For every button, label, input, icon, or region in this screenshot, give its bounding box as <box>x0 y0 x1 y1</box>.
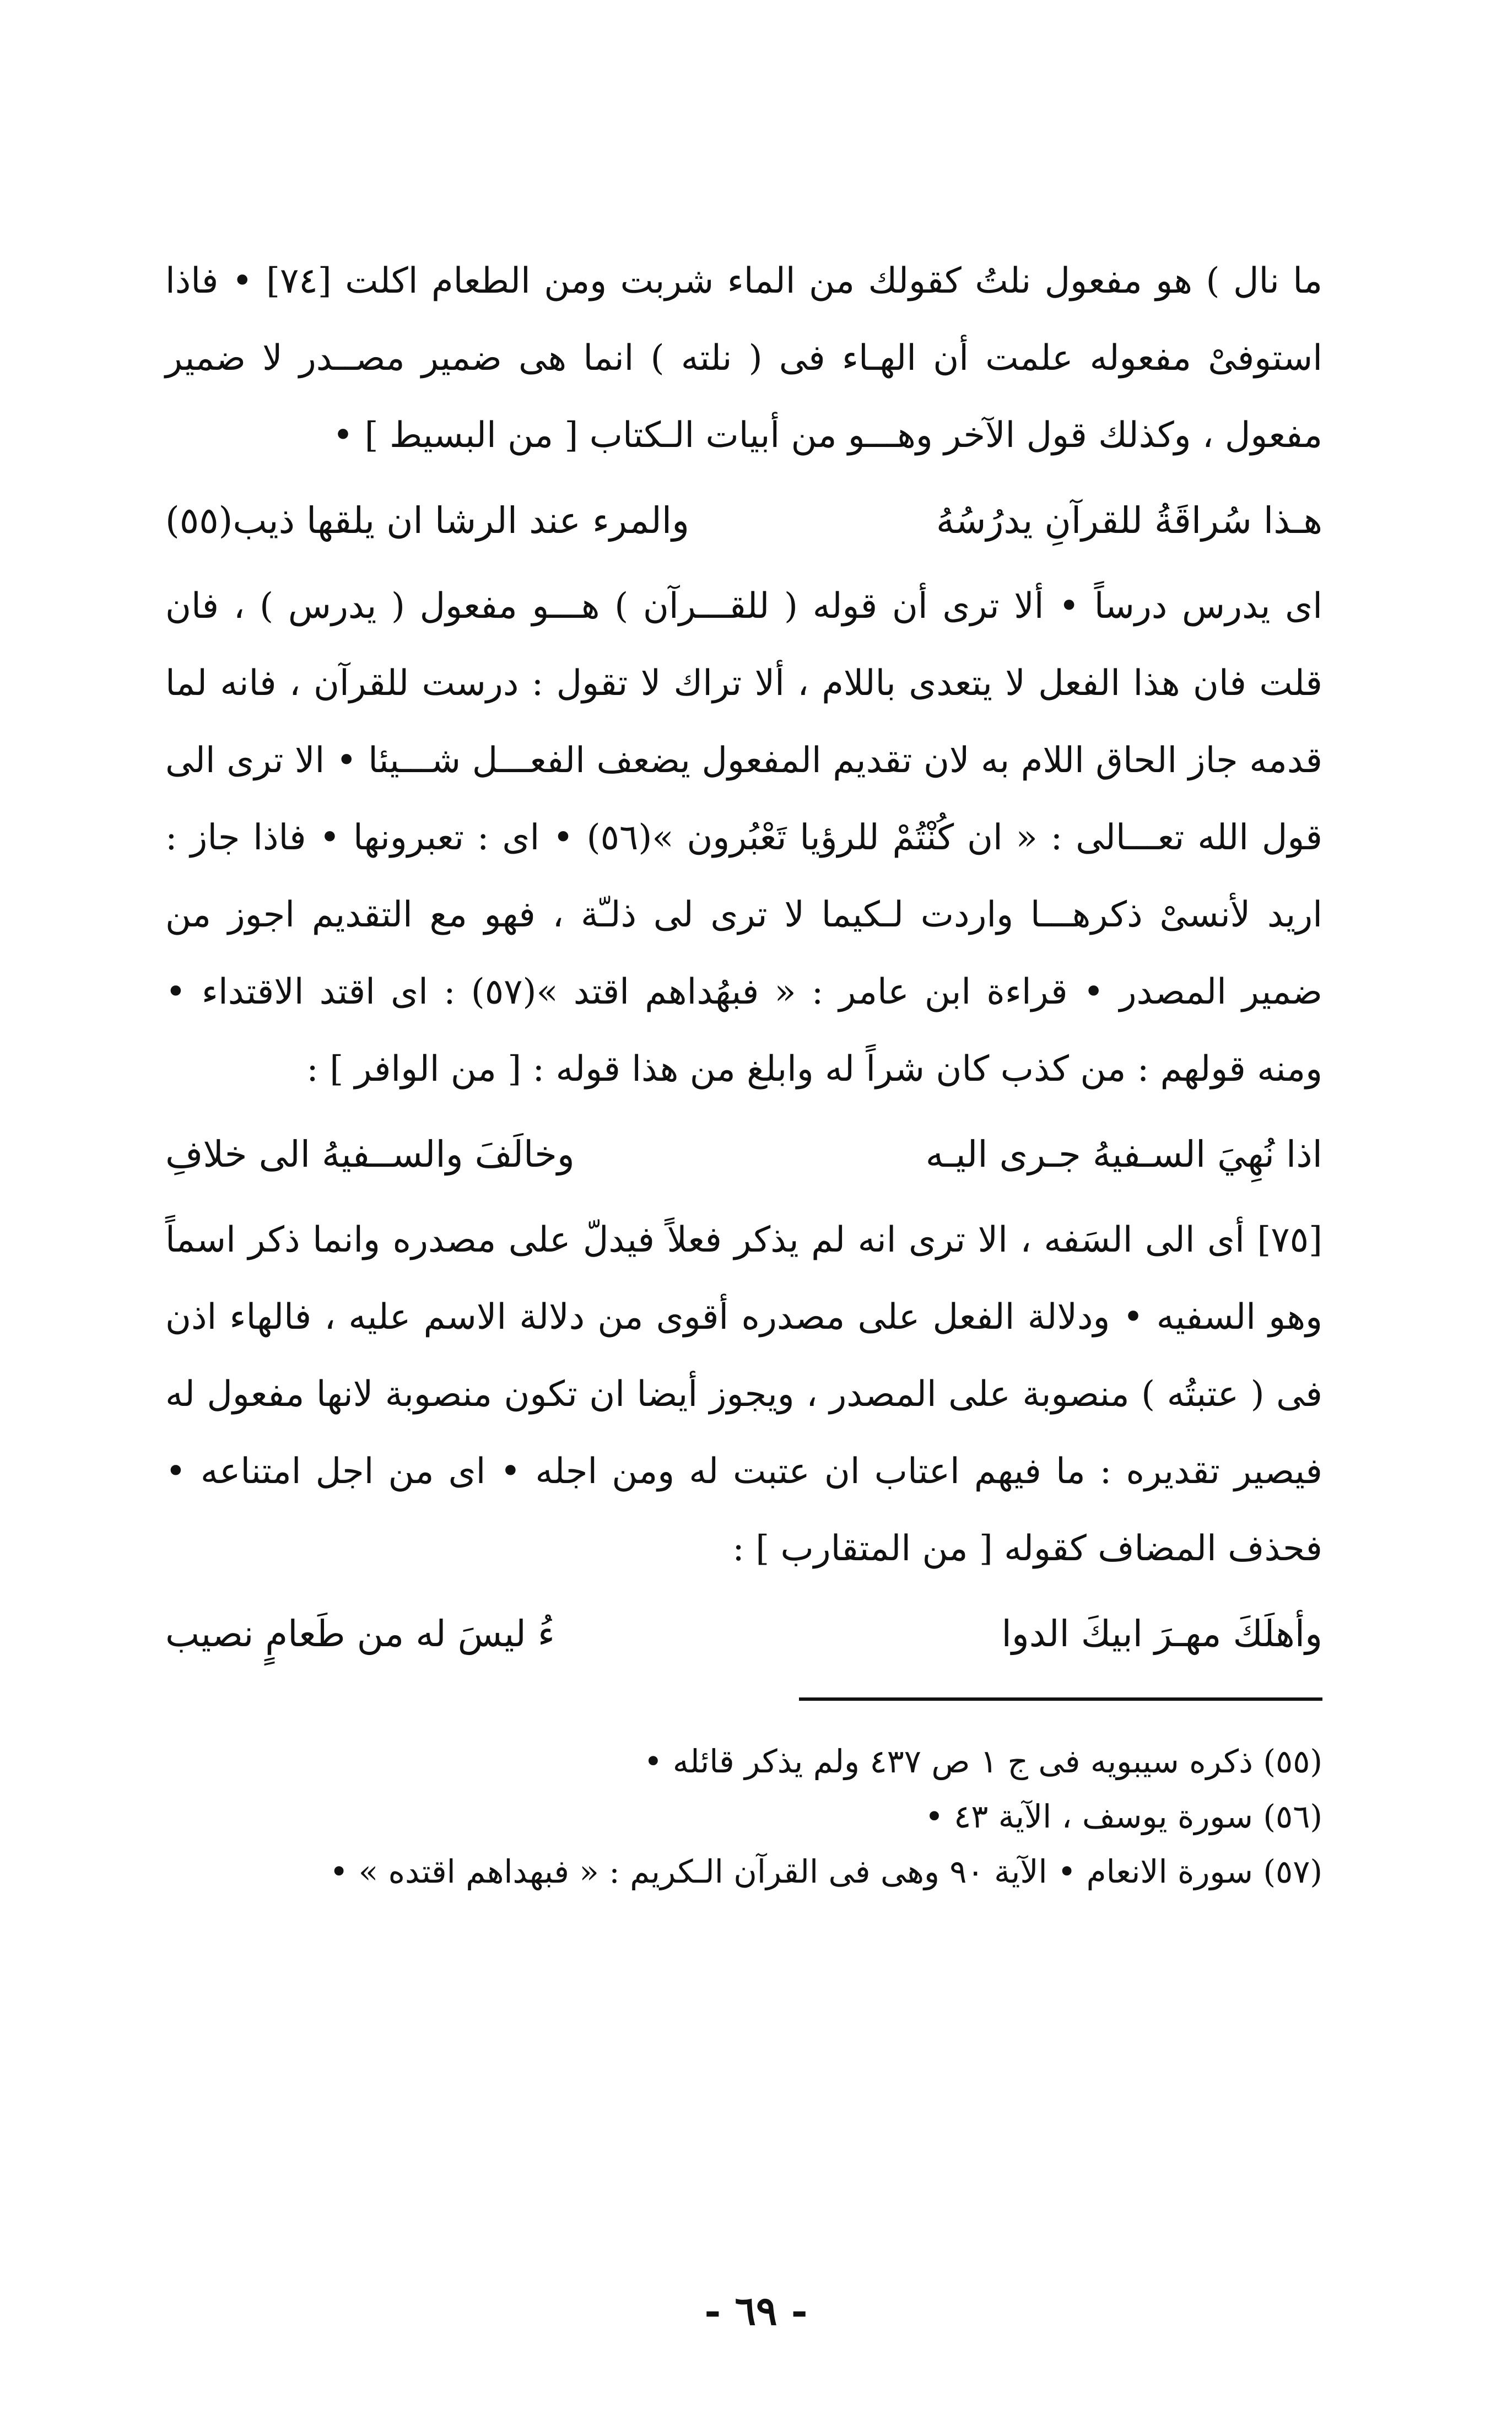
footnote-55: (٥٥) ذكره سيبويه فى ج ١ ص ٤٣٧ ولم يذكر قائله • <box>644 1743 1322 1780</box>
page-body <box>165 242 1322 1899</box>
footnote-56: (٥٦) سورة يوسف ، الآية ٤٣ • <box>925 1798 1322 1835</box>
verse-line-2 <box>165 1113 1322 1196</box>
verse-3-first-hemistich: وأهلَكَ مهـرَ ابيكَ الدوا <box>1001 1613 1322 1655</box>
verse-line-3 <box>165 1593 1322 1675</box>
footnote-57: (٥٧) سورة الانعام • الآية ٩٠ وهى فى القرآن الـكريم : « فبهداهم اقتده » • <box>330 1853 1322 1890</box>
verse-2-first-hemistich: اذا نُهِيَ السـفيهُ جـرى اليـه <box>925 1133 1322 1176</box>
verse-line-1 <box>165 479 1322 562</box>
footnote-separator <box>799 1697 1322 1701</box>
paragraph-2: اى يدرس درساً • ألا ترى أن قوله ( للقـــرآن ) هـــو مفعول ( يدرس ) ، فان قلت فان هذا الفعل لا يتعدى باللام ، ألا تراك لا تقول : درست للقرآن ، فانه لما قدمه جاز الحاق اللام به لان تقديم المفعول يضعف الفعـــل شـــيئا • الا ترى الى قول الله تعـــالى : « ان كُنْتُمْ للرؤيا تَعْبُرون »(٥٦) • اى : تعبرونها • فاذا جاز : اريد لأنسىْ ذكرهـــا واردت لـكيما لا ترى لى ذلـّة ، فهو مع التقديم اجوز من ضمير المصدر • قراءة ابن عامر : « فبهُداهم اقتد »(٥٧) : اى اقتد الاقتداء • ومنه قولهم : من كذب كان شراً له وابلغ من هذا قوله : [ من الوافر ] : <box>165 586 1323 1090</box>
paragraph-1: ما نال ) هو مفعول نلتُ كقولك من الماء شربت ومن الطعام اكلت [٧٤] • فاذا استوفىْ مفعوله علمت أن الهـاء فى ( نلته ) انما هى ضمير مصــدر لا ضمير مفعول ، وكذلك قول الآخر وهـــو من أبيات الـكتاب [ من البسيط ] • <box>165 261 1323 456</box>
verse-3-second-hemistich: ءُ ليسَ له من طَعامٍ نصيب <box>165 1613 555 1655</box>
paragraph-3: [٧٥] أى الى السَفه ، الا ترى انه لم يذكر فعلاً فيدلّ على مصدره وانما ذكر اسماً وهو السفيه • ودلالة الفعل على مصدره أقوى من دلالة الاسم عليه ، فالهاء اذن فى ( عتبتُه ) منصوبة على المصدر ، ويجوز أيضا ان تكون منصوبة لانها مفعول له فيصير تقديره : ما فيهم اعتاب ان عتبت له ومن اجله • اى من اجل امتناعه • فحذف المضاف كقوله [ من المتقارب ] : <box>165 1220 1322 1569</box>
verse-1-second-hemistich: والمرء عند الرشا ان يلقها ذيب(٥٥) <box>165 499 689 542</box>
page-number: - ٦٩ - <box>704 2287 808 2334</box>
verse-1-first-hemistich: هـذا سُراقَةُ للقرآنِ يدرُسُهُ <box>936 499 1322 542</box>
footnotes <box>165 1734 1322 1899</box>
verse-2-second-hemistich: وخالَفَ والســفيهُ الى خلافِ <box>165 1133 575 1176</box>
